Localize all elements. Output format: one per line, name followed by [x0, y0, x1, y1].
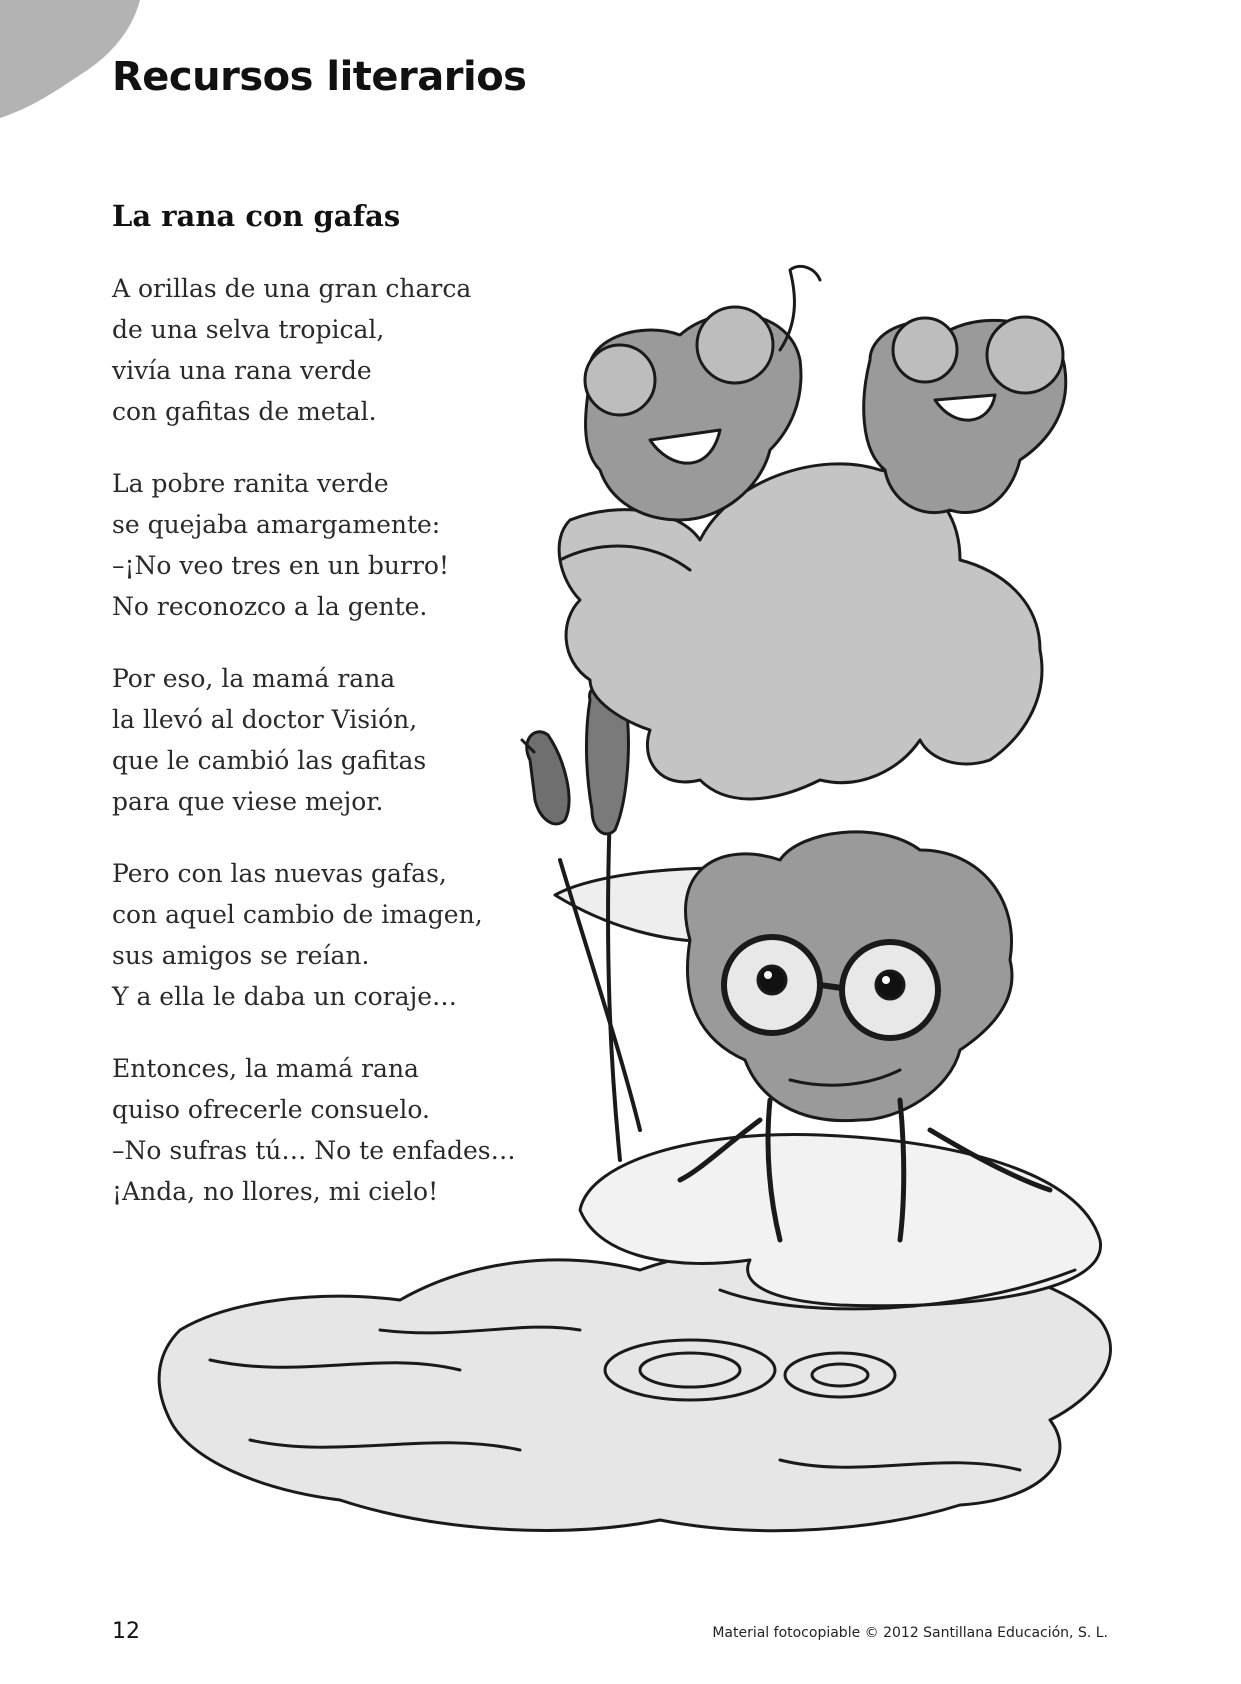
cattail-left — [527, 732, 569, 824]
page-title: Recursos literarios — [112, 54, 527, 100]
page-number: 12 — [112, 1619, 140, 1644]
copyright-notice: Material fotocopiable © 2012 Santillana Educación, S. L. — [712, 1625, 1108, 1641]
verse: vivía una rana verde — [112, 356, 372, 385]
verse: A orillas de una gran charca — [112, 274, 472, 303]
verse: con aquel cambio de imagen, — [112, 900, 483, 929]
verse: Pero con las nuevas gafas, — [112, 859, 447, 888]
verse: se quejaba amargamente: — [112, 510, 441, 539]
verse: de una selva tropical, — [112, 315, 385, 344]
verse: que le cambió las gafitas — [112, 746, 427, 775]
poem-title: La rana con gafas — [112, 199, 401, 233]
frogs-pond-illustration — [140, 255, 1140, 1565]
verse: –¡No veo tres en un burro! — [112, 551, 449, 580]
verse: ¡Anda, no llores, mi cielo! — [112, 1177, 439, 1206]
verse: Entonces, la mamá rana — [112, 1054, 419, 1083]
verse: sus amigos se reían. — [112, 941, 370, 970]
verse: para que viese mejor. — [112, 787, 384, 816]
verse: la llevó al doctor Visión, — [112, 705, 418, 734]
verse: Por eso, la mamá rana — [112, 664, 396, 693]
verse: con gafitas de metal. — [112, 397, 377, 426]
verse: –No sufras tú… No te enfades… — [112, 1136, 516, 1165]
verse: No reconozco a la gente. — [112, 592, 428, 621]
lily-leaf-top — [559, 464, 1042, 799]
verse: quiso ofrecerle consuelo. — [112, 1095, 430, 1124]
verse: Y a ella le daba un coraje… — [112, 982, 458, 1011]
verse: La pobre ranita verde — [112, 469, 389, 498]
